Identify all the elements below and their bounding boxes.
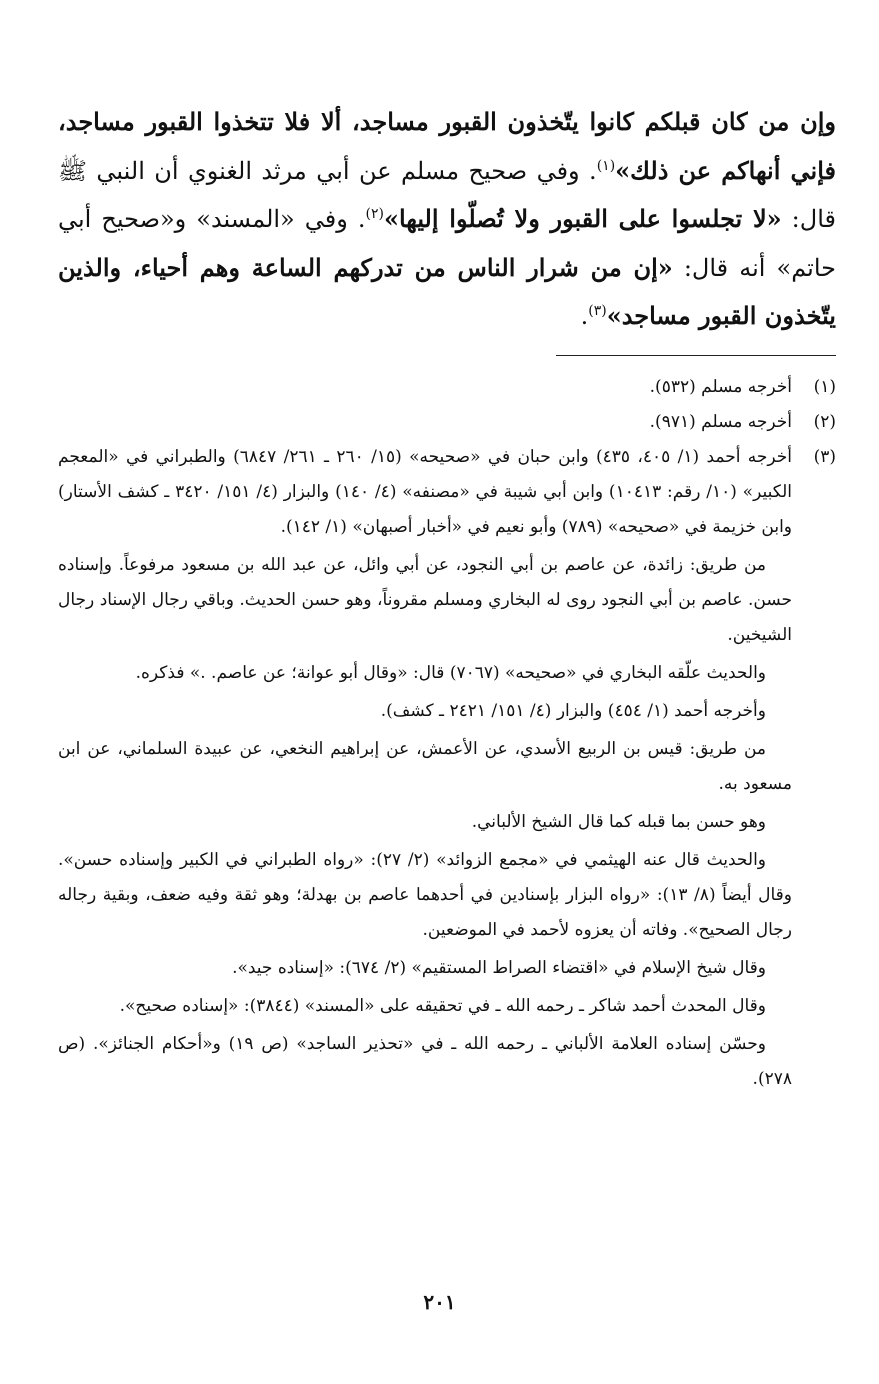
main-text-part: . وفي «المسند» و«صحيح أبي حاتم» أنه قال: — [58, 205, 836, 282]
main-text-part: . وفي صحيح مسلم عن أبي مرثد الغنوي أن النبي ﷺ قال: — [58, 156, 836, 233]
footnote-paragraph: والحديث علّقه البخاري في «صحيحه» (٧٠٦٧) قال: «وقال أبو عوانة؛ عن عاصم. .» فذكره. — [135, 662, 766, 683]
footnote-paragraph: وحسّن إسناده العلامة الألباني ـ رحمه الله ـ في «تحذير الساجد» (ص ١٩) و«أحكام الجنائز». (ص ٢٧٨). — [58, 1033, 792, 1089]
main-text — [58, 98, 836, 341]
hadith-quote: «لا تجلسوا على القبور ولا تُصلّوا إليها» — [383, 204, 782, 233]
footnote-number: (٢) — [813, 411, 836, 432]
footnote-paragraph: من طريق: قيس بن الربيع الأسدي، عن الأعمش، عن إبراهيم النخعي، عن عبيدة السلماني، عن ابن مسعود به. — [58, 738, 792, 794]
footnote-2 — [58, 405, 836, 440]
footnote-paragraph: وقال المحدث أحمد شاكر ـ رحمه الله ـ في تحقيقه على «المسند» (٣٨٤٤): «إسناده صحيح». — [119, 995, 766, 1016]
footnote-ref-1: (١) — [596, 157, 616, 174]
footnote-divider — [556, 355, 836, 356]
footnote-paragraph: أخرجه مسلم (٩٧١). — [649, 411, 792, 432]
main-text-part: وإن من كان قبلكم كانوا يتّخذون القبور مساجد، ألا فلا تتخذوا القبور مساجد، فإني أنهاكم عن ذلك» — [58, 107, 837, 185]
main-text-part: . — [580, 302, 589, 330]
footnote-number: (٣) — [813, 446, 836, 467]
footnote-paragraph: وهو حسن بما قبله كما قال الشيخ الألباني. — [471, 811, 766, 832]
page-body — [58, 98, 836, 1097]
footnote-3 — [58, 440, 836, 1097]
footnotes — [58, 370, 836, 1097]
hadith-quote: «إن من شرار الناس من تدركهم الساعة وهم أحياء، والذين يتّخذون القبور مساجد» — [58, 252, 836, 330]
page-number: ٢٠١ — [423, 1290, 456, 1314]
footnote-paragraph: وأخرجه أحمد (١/ ٤٥٤) والبزار (٤/ ١٥١/ ٢٤٢١ ـ كشف). — [380, 700, 766, 721]
footnote-paragraph: أخرجه مسلم (٥٣٢). — [649, 376, 792, 397]
footnote-paragraph: أخرجه أحمد (١/ ٤٠٥، ٤٣٥) وابن حبان في «صحيحه» (١٥/ ٢٦٠ ـ ٢٦١/ ٦٨٤٧) والطبراني في «المعجم الكبير» (١٠/ رقم: ١٠٤١٣) وابن أبي شيبة في «مصنفه» (٤/ ١٤٠) والبزار (٤/ ١٥١/ ٣٤٢٠ ـ كشف الأستار) وابن خزيمة في «صحيحه» (٧٨٩) وأبو نعيم في «أخبار أصبهان» (١/ ١٤٢). — [58, 446, 793, 537]
footnote-paragraph: وقال شيخ الإسلام في «اقتضاء الصراط المستقيم» (٢/ ٦٧٤): «إسناده جيد». — [232, 957, 766, 978]
footnote-ref-3: (٣) — [588, 303, 607, 319]
footnote-number: (١) — [813, 376, 836, 397]
footnote-1 — [58, 370, 836, 405]
footnote-paragraph: والحديث قال عنه الهيثمي في «مجمع الزوائد» (٢/ ٢٧): «رواه الطبراني في الكبير وإسناده حسن». وقال أيضاً (٨/ ١٣): «رواه البزار بإسنادين في أحدهما عاصم بن بهدلة؛ وهو ثقة وفيه ضعف، وبقية رجاله رجال الصحيح». وفاته أن يعزوه لأحمد في الموضعين. — [58, 849, 792, 940]
footnote-paragraph: من طريق: زائدة، عن عاصم بن أبي النجود، عن أبي وائل، عن عبد الله بن مسعود مرفوعاً. وإسناده حسن. عاصم بن أبي النجود روى له البخاري ومسلم مقروناً، وهو حسن الحديث. وباقي رجال الإسناد رجال الشيخين. — [58, 554, 792, 645]
footnote-ref-2: (٢) — [365, 206, 384, 222]
